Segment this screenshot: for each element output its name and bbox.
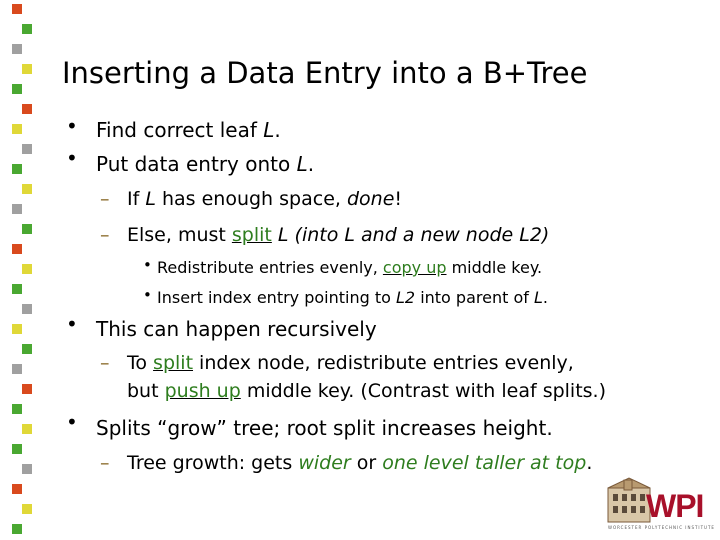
stripe-square bbox=[22, 464, 32, 474]
bullet-icon: • bbox=[66, 312, 78, 336]
sub-insert-index: Insert index entry pointing to L2 into parent of L. bbox=[157, 288, 548, 307]
sub-split-index: To split index node, redistribute entries evenly, bbox=[127, 352, 574, 374]
stripe-square bbox=[12, 404, 22, 414]
stripe-square bbox=[12, 524, 22, 534]
bullet-put-entry: Put data entry onto L. bbox=[96, 152, 315, 176]
stripe-square bbox=[22, 304, 32, 314]
dash-icon: – bbox=[100, 452, 110, 474]
bullet-icon: • bbox=[66, 114, 78, 138]
bullet-recursive: This can happen recursively bbox=[96, 317, 377, 341]
stripe-square bbox=[12, 444, 22, 454]
slide-title: Inserting a Data Entry into a B+Tree bbox=[62, 56, 588, 90]
wpi-logo bbox=[606, 476, 714, 534]
stripe-square bbox=[22, 424, 32, 434]
stripe-square bbox=[12, 244, 22, 254]
sub-redistribute: Redistribute entries evenly, copy up middle key. bbox=[157, 258, 543, 277]
bullet-icon: • bbox=[66, 146, 78, 170]
stripe-square bbox=[12, 124, 22, 134]
bullet-icon: • bbox=[143, 286, 152, 304]
stripe-square bbox=[12, 164, 22, 174]
stripe-square bbox=[12, 284, 22, 294]
sub-push-up: but push up middle key. (Contrast with leaf splits.) bbox=[127, 380, 607, 402]
stripe-square bbox=[12, 364, 22, 374]
bullet-find-leaf: Find correct leaf L. bbox=[96, 118, 281, 142]
dash-icon: – bbox=[100, 188, 110, 210]
stripe-square bbox=[22, 224, 32, 234]
stripe-square bbox=[12, 4, 22, 14]
stripe-square bbox=[22, 104, 32, 114]
decorative-stripe bbox=[0, 0, 40, 540]
bullet-splits-grow: Splits “grow” tree; root split increases height. bbox=[96, 416, 553, 440]
bullet-icon: • bbox=[143, 256, 152, 274]
sub-tree-growth: Tree growth: gets wider or one level taller at top. bbox=[127, 452, 593, 474]
stripe-square bbox=[22, 24, 32, 34]
dash-icon: – bbox=[100, 352, 110, 374]
stripe-square bbox=[12, 484, 22, 494]
stripe-square bbox=[22, 344, 32, 354]
stripe-square bbox=[12, 204, 22, 214]
sub-else-split: Else, must split L (into L and a new node L2) bbox=[127, 224, 550, 246]
stripe-square bbox=[22, 384, 32, 394]
dash-icon: – bbox=[100, 224, 110, 246]
sub-enough-space: If L has enough space, done! bbox=[127, 188, 403, 210]
stripe-square bbox=[22, 504, 32, 514]
stripe-square bbox=[22, 64, 32, 74]
bullet-icon: • bbox=[66, 410, 78, 434]
stripe-square bbox=[22, 184, 32, 194]
stripe-square bbox=[12, 44, 22, 54]
wpi-logo-text: WPI bbox=[646, 488, 704, 524]
stripe-square bbox=[12, 84, 22, 94]
wpi-logo-caption: WORCESTER POLYTECHNIC INSTITUTE bbox=[608, 525, 715, 530]
stripe-square bbox=[12, 324, 22, 334]
stripe-square bbox=[22, 144, 32, 154]
stripe-square bbox=[22, 264, 32, 274]
